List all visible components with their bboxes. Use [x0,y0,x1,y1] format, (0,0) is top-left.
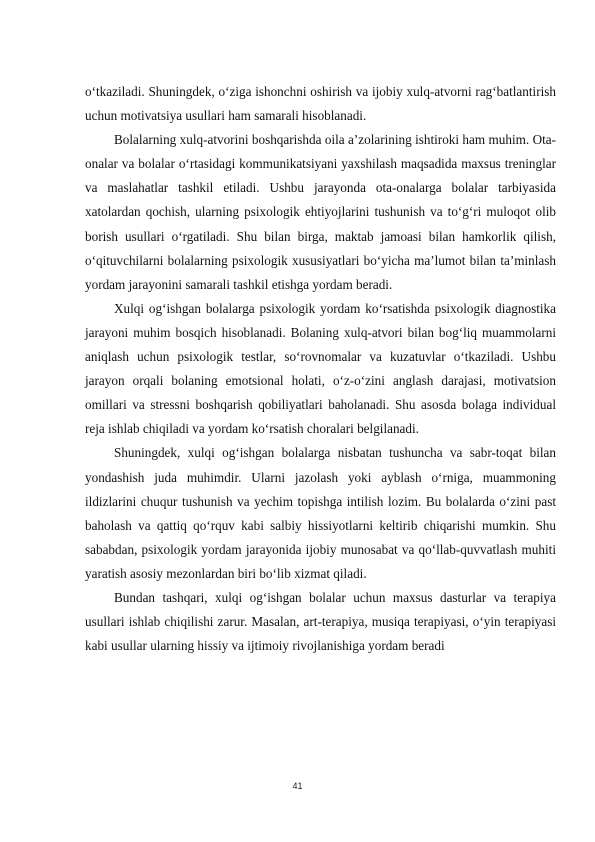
paragraph-family-involvement: Bolalarning xulq-atvorini boshqarishda oila a’zolarining ishtiroki ham muhim. Ota-onalar va bolalar o‘rtasidagi kommunikatsiyani yaxshilash maqsadida maxsus treninglar va maslahatlar tashkil etiladi. Ushbu jarayonda ota-onalarga bolalar tarbiyasida xatolardan qochish, ularning psixologik ehtiyojlarini tushunish va to‘g‘ri muloqot olib borish usullari o‘rgatiladi. Shu bilan birga, maktab jamoasi bilan hamkorlik qilish, o‘qituvchilarni bolalarning psixologik xususiyatlari bo‘yicha ma’lumot bilan ta’minlash yordam jarayonini samarali tashkil etishga yordam beradi. [85,132,556,292]
paragraph-psychological-diagnostics: Xulqi og‘ishgan bolalarga psixologik yordam ko‘rsatishda psixologik diagnostika jarayoni muhim bosqich hisoblanadi. Bolaning xulq-atvori bilan bog‘liq muammolarni aniqlash uchun psixologik testlar, so‘rovnomalar va kuzatuvlar o‘tkaziladi. Ushbu jarayon orqali bolaning emotsional holati, o‘z-o‘zini anglash darajasi, motivatsion omillari va stressni boshqarish qobiliyatlari baholanadi. Shu asosda bolaga individual reja ishlab chiqiladi va yordam ko‘rsatish choralari belgilanadi. [85,300,556,437]
paragraph-patience-approach: Shuningdek, xulqi og‘ishgan bolalarga nisbatan tushuncha va sabr-toqat bilan yondashish juda muhimdir. Ularni jazolash yoki ayblash o‘rniga, muammoning ildizlarini chuqur tushunish va yechim topishga intilish lozim. Bu bolalarda o‘zini past baholash va qattiq qo‘rquv kabi salbiy hissiyotlarni keltirib chiqarishi mumkin. Shu sababdan, psixologik yordam jarayonida ijobiy munosabat va qo‘llab-quvvatlash muhiti yaratish asosiy mezonlardan biri bo‘lib xizmat qiladi. [85,445,556,581]
paragraph-continued: o‘tkaziladi. Shuningdek, o‘ziga ishonchni oshirish va ijobiy xulq-atvorni rag‘batlantirish uchun motivatsiya usullari ham samarali hisoblanadi. [85,84,556,124]
paragraph-special-programs: Bundan tashqari, xulqi og‘ishgan bolalar uchun maxsus dasturlar va terapiya usullari ishlab chiqilishi zarur. Masalan, art-terapiya, musiqa terapiyasi, o‘yin terapiyasi kabi usullar ularning hissiy va ijtimoiy rivojlanishiga yordam beradi [85,589,556,654]
page-number: 41 [292,781,303,791]
body-text [85,80,556,658]
